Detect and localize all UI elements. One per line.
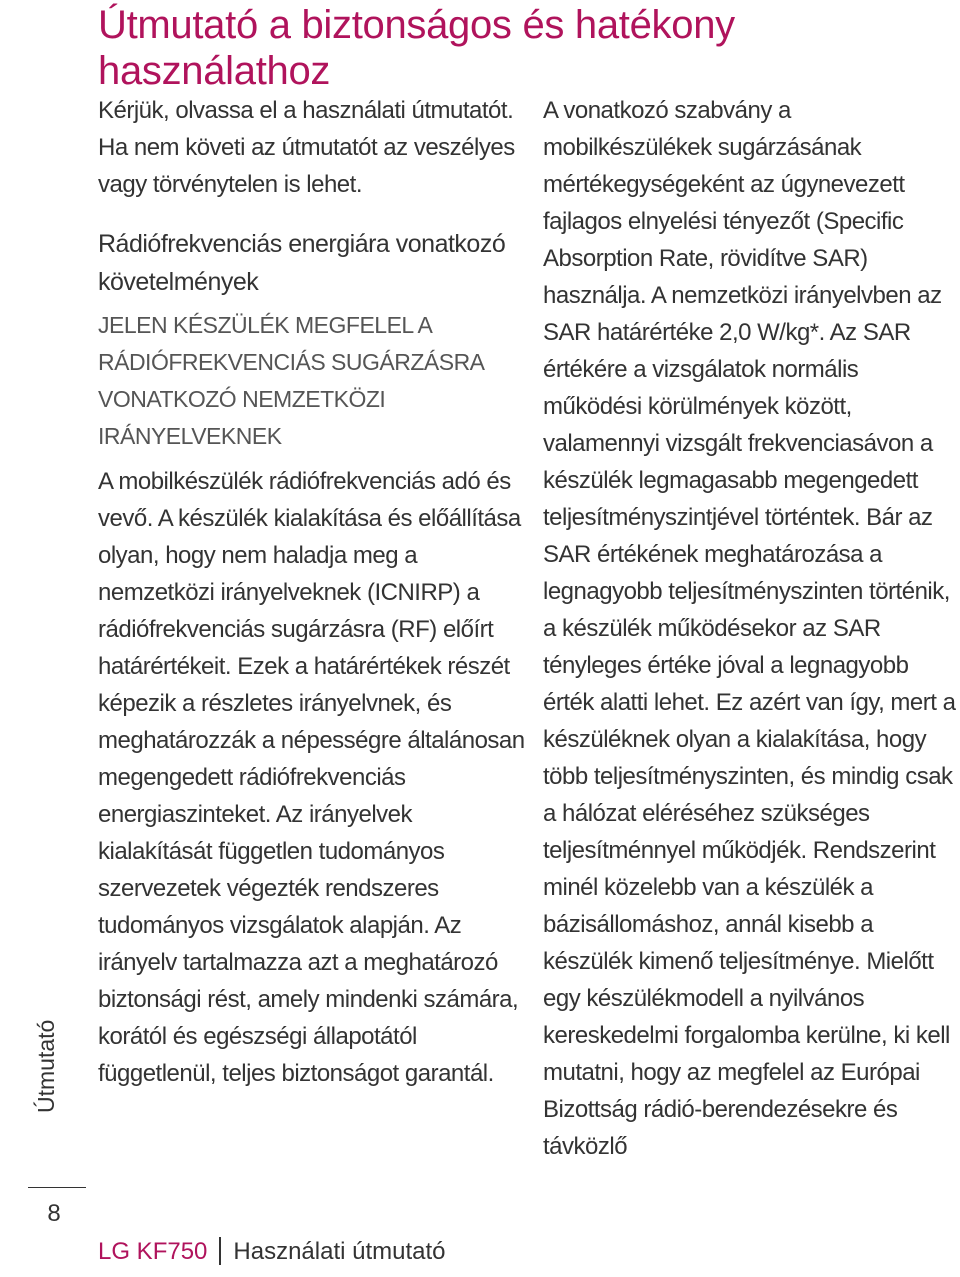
intro-paragraph: Kérjük, olvassa el a használati útmutatót. Ha nem követi az útmutatót az veszélyes vagy törvénytelen is lehet. xyxy=(98,97,515,198)
side-divider xyxy=(28,1187,86,1188)
right-column xyxy=(543,92,958,1165)
left-column xyxy=(98,92,528,1092)
footer-title: Használati útmutató xyxy=(233,1238,446,1265)
sar-body-paragraph: A vonatkozó szabvány a mobilkészülékek sugárzásának mértékegységeként az úgynevezett fajlagos elnyelési tényezőt (Specific Absorption Rate, rövidítve SAR) használja. A nemzetközi irányelvben az SAR határértéke 2,0 W/kg*. Az SAR értékére a vizsgálatok normális működési körülmények között, valamennyi vizsgált frekvenciasávon a készülék legmagasabb megengedett teljesítményszintjével történtek. Bár az SAR értékének meghatározása a legnagyobb teljesítményszinten történik, a készülék működésekor az SAR tényleges értéke jóval a legnagyobb érték alatti lehet. Ez azért van így, mert a készüléknek olyan a kialakítása, hogy több teljesítményszinten, és mindig csak a hálózat eléréséhez szükséges teljesítménnyel működjék. Rendszerint minél közelebb van a készülék a bázisállomáshoz, annál kisebb a készülék kimenő teljesítménye. Mielőtt egy készülékmodell a nyilvános kereskedelmi forgalomba kerülne, ki kell mutatni, hogy az megfelel az Európai Bizottság rádió-berendezésekre és távközlő xyxy=(543,97,956,1160)
page-title: Útmutató a biztonságos és hatékony használathoz xyxy=(98,3,735,93)
footer-divider xyxy=(219,1237,221,1265)
footer-brand: LG KF750 xyxy=(98,1238,208,1265)
page-number: 8 xyxy=(47,1200,61,1227)
footer xyxy=(98,1234,446,1270)
compliance-notice: JELEN KÉSZÜLÉK MEGFELEL A RÁDIÓFREKVENCIÁS SUGÁRZÁSRA VONATKOZÓ NEMZETKÖZI IRÁNYELVEKNEK xyxy=(98,312,484,449)
rf-body-paragraph: A mobilkészülék rádiófrekvenciás adó és vevő. A készülék kialakítása és előállítása olyan, hogy nem haladja meg a nemzetközi irányelveknek (ICNIRP) a rádiófrekvenciás sugárzásra (RF) előírt határértékeit. Ezek a határértékek részét képezik a részletes irányelvnek, és meghatározzák a népességre általánosan megengedett rádiófrekvenciás energiaszinteket. Az irányelvek kialakítását független tudományos szervezetek végezték rendszeres tudományos vizsgálatok alapján. Az irányelv tartalmazza azt a meghatározó biztonsági rést, amely mindenki számára, korától és egészségi állapotától függetlenül, teljes biztonságot garantál. xyxy=(98,468,525,1087)
side-section-label: Útmutató xyxy=(33,1020,59,1114)
section-heading: Rádiófrekvenciás energiára vonatkozó követelmények xyxy=(98,230,506,296)
